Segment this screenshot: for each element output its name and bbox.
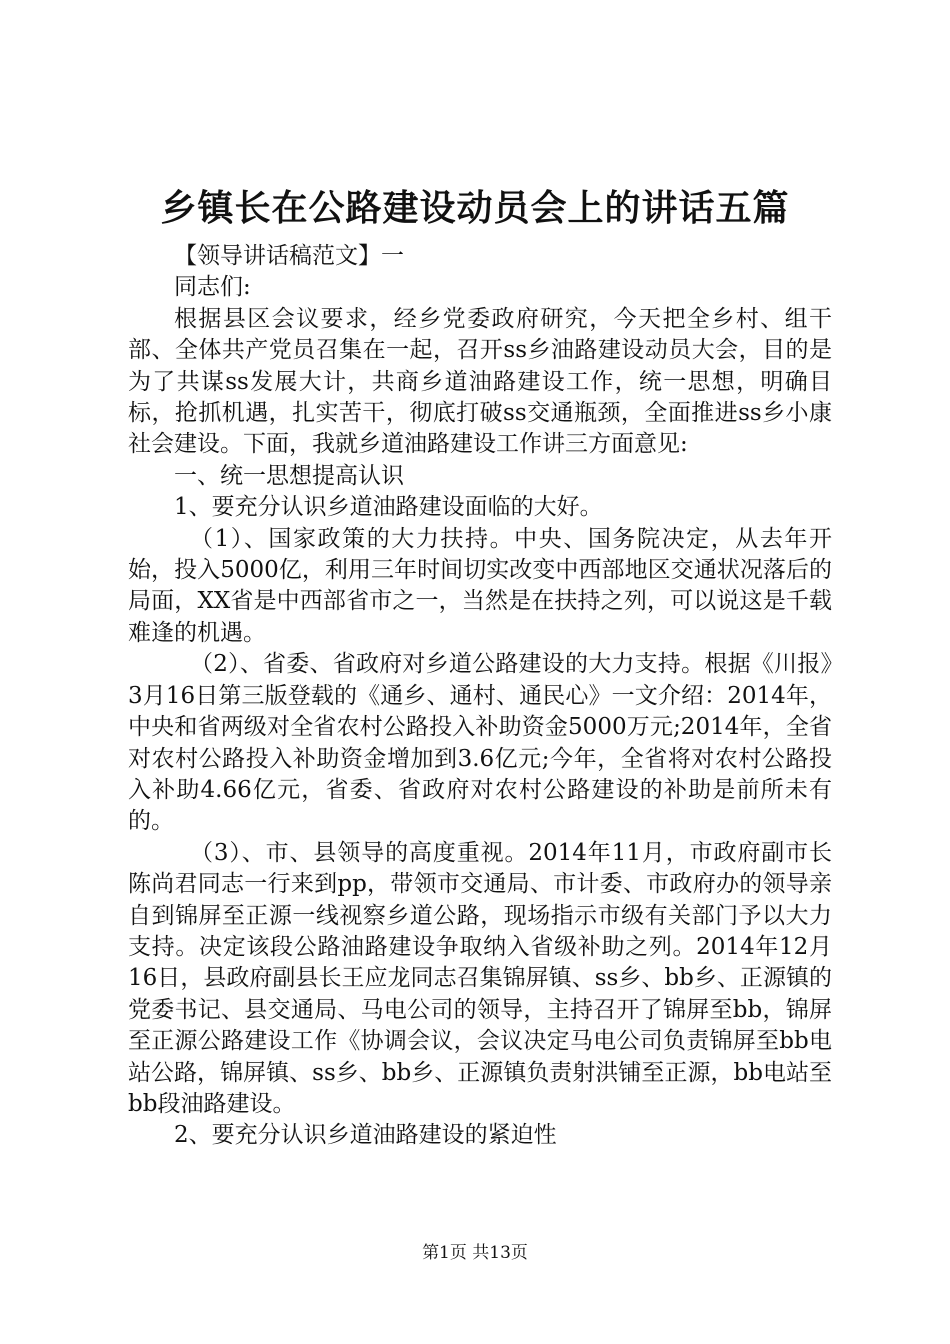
point-1-item-2-paragraph: （2）、省委、省政府对乡道公路建设的大力支持。根据《川报》3月16日第三版登载的《通乡、通村、通民心》一文介绍：2014年，中央和省两级对全省农村公路投入补助资金5000万元;2014年，全省对农村公路投入补助资金增加到3.6亿元;今年，全省将对农村公路投入补助4.66亿元，省委、省政府对农村公路建设的补助是前所未有的。 [128, 651, 832, 835]
intro-paragraph: 根据县区会议要求，经乡党委政府研究，今天把全乡村、组干部、全体共产党员召集在一起，召开ss乡油路建设动员大会，目的是为了共谋ss发展大计，共商乡道油路建设工作，统一思想，明确目标，抢抓机遇，扎实苦干，彻底打破ss交通瓶颈，全面推进ss乡小康社会建设。下面，我就乡道油路建设工作讲三方面意见: [128, 305, 832, 458]
section-heading-paragraph: 【领导讲话稿范文】一 [174, 243, 404, 269]
document-body [128, 241, 832, 1152]
point-1-item-1-paragraph: （1）、国家政策的大力扶持。中央、国务院决定，从去年开始，投入5000亿，利用三年时间切实改变中西部地区交通状况落后的局面，XX省是中西部省市之一，当然是在扶持之列，可以说这是千载难逢的机遇。 [128, 525, 832, 646]
page-footer: 第1页 共13页 [422, 1243, 528, 1263]
point-1-item-3-paragraph: （3）、市、县领导的高度重视。2014年11月，市政府副市长陈尚君同志一行来到pp，带领市交通局、市计委、市政府办的领导亲自到锦屏至正源一线视察乡道公路，现场指示市级有关部门予以大力支持。决定该段公路油路建设争取纳入省级补助之列。2014年12月16日，县政府副县长王应龙同志召集锦屏镇、ss乡、bb乡、正源镇的党委书记、县交通局、马电公司的领导，主持召开了锦屏至bb，锦屏至正源公路建设工作《协调会议，会议决定马电公司负责锦屏至bb电站公路，锦屏镇、ss乡、bb乡、正源镇负责射洪铺至正源，bb电站至bb段油路建设。 [128, 839, 832, 1117]
point-2-heading: 2、要充分认识乡道油路建设的紧迫性 [174, 1122, 557, 1149]
salutation-paragraph: 同志们: [174, 274, 251, 301]
heading-unify-thinking: 一、统一思想提高认识 [174, 462, 404, 489]
document-title: 乡镇长在公路建设动员会上的讲话五篇 [160, 187, 790, 229]
point-1-heading: 1、要充分认识乡道油路建设面临的大好。 [174, 494, 603, 521]
